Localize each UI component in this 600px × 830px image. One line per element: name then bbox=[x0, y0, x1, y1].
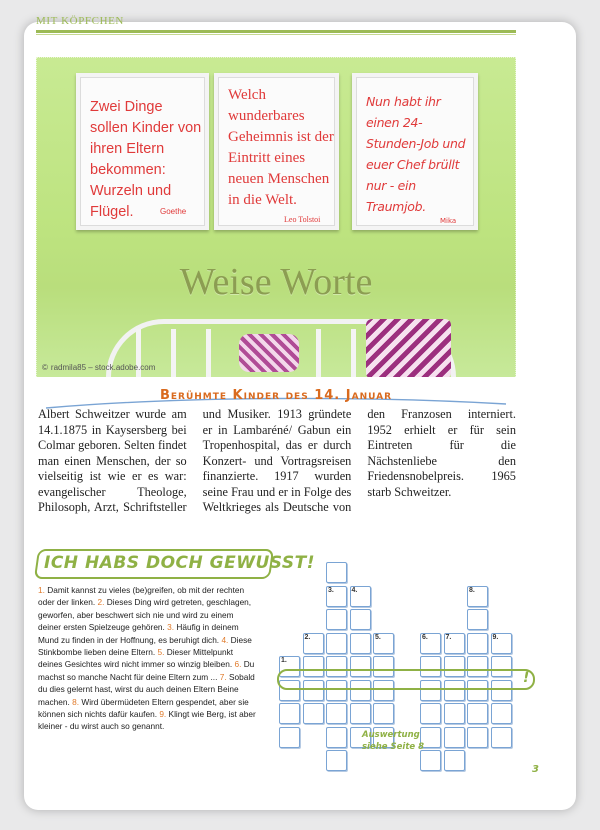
clue-text: Diese Stinkbombe lieben deine Eltern. bbox=[38, 634, 252, 658]
clue-text: Damit kannst zu vieles (be)greifen, ob mit der rechten oder der linken. bbox=[38, 585, 245, 608]
quote-text: Nun habt ihr einen 24-Stunden-Job und euer Chef brüllt nur - ein Traumjob. bbox=[366, 94, 466, 214]
crib-bar bbox=[316, 329, 321, 377]
hero-image bbox=[36, 57, 516, 377]
crib-bar bbox=[206, 329, 211, 377]
quote-author: Leo Tolstoi bbox=[284, 215, 321, 224]
crossword-cell[interactable] bbox=[350, 586, 371, 607]
crossword-cell[interactable] bbox=[444, 703, 465, 724]
quote-frame-3 bbox=[352, 73, 478, 230]
crossword-cell[interactable] bbox=[279, 703, 300, 724]
crossword-cell[interactable] bbox=[303, 633, 324, 654]
crossword-cell[interactable] bbox=[491, 703, 512, 724]
crossword-cell[interactable] bbox=[467, 609, 488, 630]
clue-number: 8. bbox=[72, 696, 80, 707]
copyright-icon: © bbox=[42, 363, 48, 372]
crossword-number: 2. bbox=[304, 633, 311, 641]
crossword-cell[interactable] bbox=[326, 586, 347, 607]
crossword-cell[interactable] bbox=[350, 633, 371, 654]
quote-frame-1 bbox=[76, 73, 209, 230]
crossword-cell[interactable] bbox=[420, 750, 441, 771]
clue-text: Du machst so manche Nacht für deine Eltern zum ... bbox=[38, 659, 255, 682]
crossword-cell[interactable] bbox=[373, 633, 394, 654]
crossword-cell[interactable] bbox=[326, 633, 347, 654]
crossword-cell[interactable] bbox=[326, 750, 347, 771]
image-credit bbox=[42, 363, 155, 372]
quiz-clues bbox=[38, 584, 258, 733]
crossword-cell[interactable] bbox=[444, 633, 465, 654]
quote-author: Mika bbox=[440, 217, 457, 225]
clue-number: 9. bbox=[159, 709, 167, 720]
clue-text: Häufig in deinem Mund zu finden in der Hoffnung, es beruhigt dich. bbox=[38, 622, 239, 645]
hero-title: Weise Worte bbox=[179, 261, 373, 303]
crossword-cell[interactable] bbox=[326, 727, 347, 748]
article-body: Albert Schweitzer wurde am 14.1.1875 in Kaysersberg bei Colmar geboren. Selten findet man einen Menschen, der so vielseitig ist wie er es war: evangelischer Theologe, Philosoph, Arzt, Schriftsteller und Musiker. 1913 gründete er in Lambaréné/ Gabun ein Tropenhospital, das er durch Konzert- und Vortragsreisen finanzierte. 1917 wurden seine Frau und er in Folge des Weltkrieges als Deutsche von den Franzosen interniert. 1952 erhielt er für sein Eintreten für die Nächstenliebe den Friedensnobelpreis. 1965 starb Schweitzer. bbox=[38, 407, 516, 514]
clue-number: 1. bbox=[38, 585, 45, 595]
solution-exclamation: ! bbox=[523, 670, 530, 686]
quote-text: Zwei Dinge sollen Kinder von ihren Eltern bekommen: Wurzeln und Flügel. bbox=[90, 99, 202, 220]
article-heading: Berühmte Kinder des 14. Januar bbox=[159, 388, 393, 403]
crossword-cell[interactable] bbox=[420, 633, 441, 654]
crossword-cell[interactable] bbox=[303, 703, 324, 724]
clue-number: 4. bbox=[221, 634, 229, 645]
crossword-cell[interactable] bbox=[491, 727, 512, 748]
crossword-number: 9. bbox=[492, 633, 499, 641]
crossword-cell[interactable] bbox=[326, 609, 347, 630]
clue-text: Dieser Mittelpunkt deines Gesichtes wird nicht immer so winzig bleiben. bbox=[38, 647, 234, 670]
pillow-illustration bbox=[239, 334, 299, 372]
crib-bar bbox=[171, 329, 176, 377]
quiz-title: ICH HABS DOCH GEWUSST! bbox=[44, 553, 315, 573]
crossword-cell[interactable] bbox=[444, 727, 465, 748]
clue-number: 5. bbox=[157, 647, 165, 658]
crossword-cell[interactable] bbox=[444, 750, 465, 771]
crossword-cell[interactable] bbox=[420, 703, 441, 724]
crossword-cell[interactable] bbox=[373, 703, 394, 724]
crossword-number: 4. bbox=[351, 586, 358, 594]
crossword-cell[interactable] bbox=[326, 562, 347, 583]
crossword-number: 8. bbox=[469, 586, 475, 594]
image-credit-text: radmila85 – stock.adobe.com bbox=[50, 363, 156, 372]
crossword-number: 1. bbox=[281, 657, 287, 664]
clue-number: 2. bbox=[97, 597, 105, 608]
crossword-cell[interactable] bbox=[279, 727, 300, 748]
crossword-cell[interactable] bbox=[467, 586, 488, 607]
crossword-cell[interactable] bbox=[491, 633, 512, 654]
crossword-number: 7. bbox=[445, 633, 452, 641]
quote-author: Goethe bbox=[160, 207, 187, 216]
page-number: 3 bbox=[532, 764, 539, 775]
quote-text: Welch wunderbares Geheimnis ist der Eintritt eines neuen Menschen in die Welt. bbox=[228, 87, 334, 208]
crossword-number: 5. bbox=[375, 633, 381, 641]
clue-number: 7. bbox=[219, 671, 227, 682]
blanket-illustration bbox=[366, 319, 451, 377]
crossword-cell[interactable] bbox=[350, 703, 371, 724]
clue-number: 6. bbox=[234, 659, 242, 670]
header-rule-thin bbox=[36, 34, 516, 35]
crossword-cell[interactable] bbox=[467, 703, 488, 724]
crossword-number: 6. bbox=[422, 633, 428, 641]
clue-text: Klingt wie Berg, ist aber kleiner - du wirst auch so genannt. bbox=[38, 709, 256, 732]
crossword-number: 3. bbox=[328, 586, 334, 594]
solution-row-highlight bbox=[277, 669, 535, 690]
crib-bar bbox=[351, 329, 356, 377]
crossword-cell[interactable] bbox=[467, 633, 488, 654]
clue-number: 3. bbox=[167, 622, 175, 633]
crossword-cell[interactable] bbox=[326, 703, 347, 724]
quote-frame-2 bbox=[214, 73, 339, 230]
clue-text: Dieses Ding wird getreten, geschlagen, geworfen, aber beschwert sich nie und wird zu einem deiner ersten Spielzeuge gehören. bbox=[38, 597, 252, 633]
evaluation-note: Auswertung siehe Seite 8 bbox=[362, 730, 425, 752]
clue-text: Wird übermüdeten Eltern gespendet, aber sie können sich nichts dafür kaufen. bbox=[38, 696, 249, 720]
clue-text: Sobald du dies gelernt hast, wirst du auch deinen Eltern Beine machen. bbox=[38, 671, 255, 707]
crossword-cell[interactable] bbox=[350, 609, 371, 630]
header-rule bbox=[36, 30, 516, 33]
section-header-title: MIT KÖPFCHEN bbox=[36, 15, 124, 27]
crossword-cell[interactable] bbox=[467, 727, 488, 748]
